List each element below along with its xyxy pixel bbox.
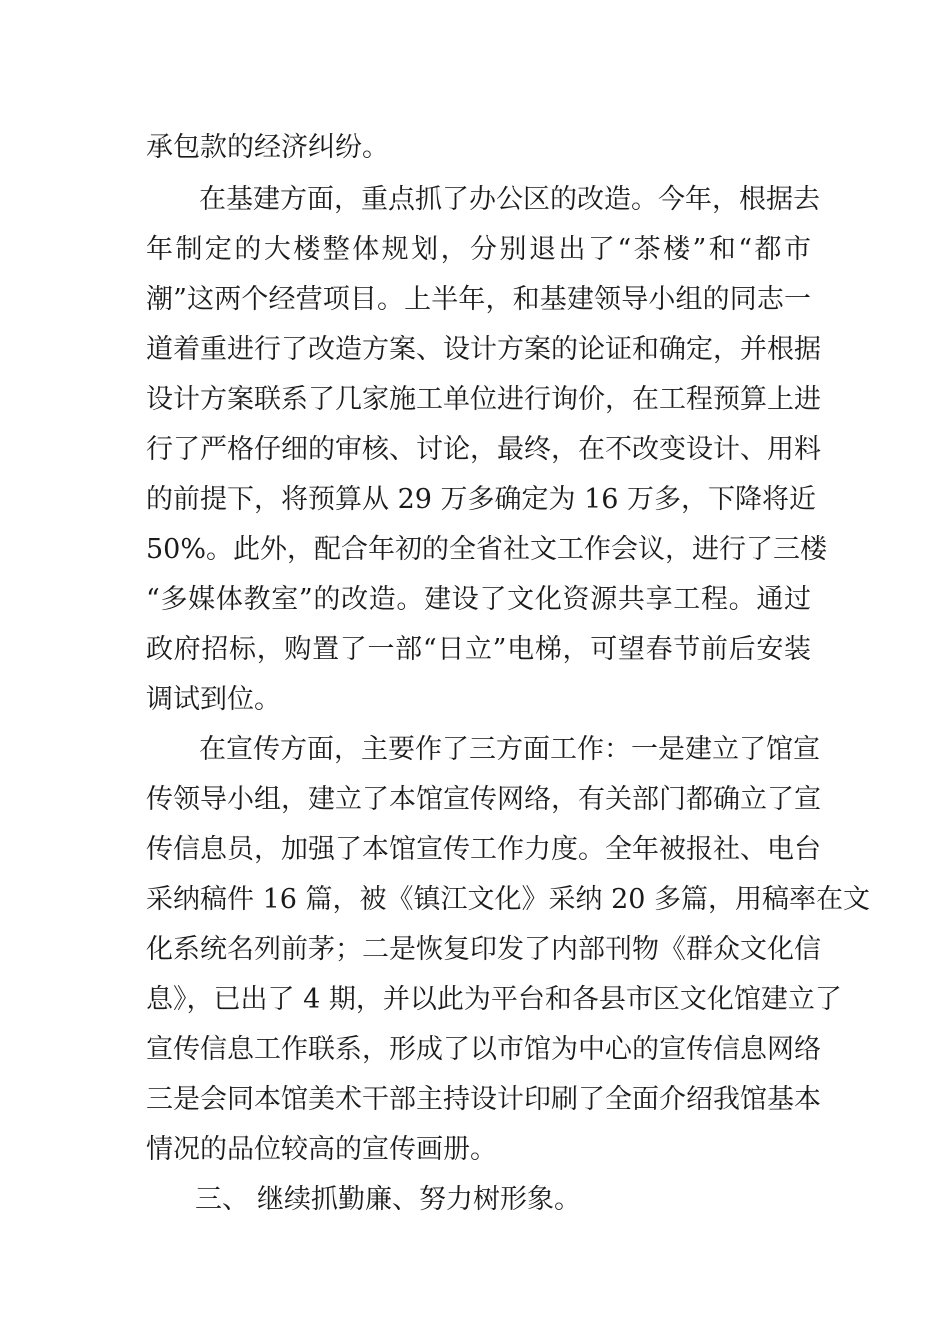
- paragraph-line: 设计方案联系了几家施工单位进行询价，在工程预算上进: [146, 384, 821, 415]
- paragraph-line: 年制定的大楼整体规划，分别退出了“茶楼”和“都市: [146, 234, 811, 265]
- paragraph-line: 在基建方面，重点抓了办公区的改造。今年，根据去: [199, 184, 820, 215]
- paragraph-line: “多媒体教室”的改造。建设了文化资源共享工程。通过: [146, 584, 811, 615]
- paragraph-line: 道着重进行了改造方案、设计方案的论证和确定，并根据: [146, 334, 821, 365]
- paragraph-line: 宣传信息工作联系，形成了以市馆为中心的宣传信息网络: [146, 1034, 821, 1065]
- paragraph-line: 潮”这两个经营项目。上半年，和基建领导小组的同志一: [146, 284, 811, 315]
- paragraph-line: 政府招标，购置了一部“日立”电梯，可望春节前后安装: [146, 634, 811, 665]
- paragraph-line: 行了严格仔细的审核、讨论，最终，在不改变设计、用料: [146, 434, 821, 465]
- paragraph-line: 情况的品位较高的宣传画册。: [146, 1134, 497, 1165]
- paragraph-line: 调试到位。: [146, 684, 281, 715]
- section-number: 三、: [195, 1184, 249, 1215]
- paragraph-line: 50%。此外，配合年初的全省社文工作会议，进行了三楼: [146, 534, 828, 565]
- section-title: 继续抓勤廉、努力树形象。: [257, 1184, 581, 1215]
- paragraph-line: 在宣传方面，主要作了三方面工作：一是建立了馆宣: [199, 734, 820, 765]
- paragraph-line: 化系统名列前茅；二是恢复印发了内部刊物《群众文化信: [146, 934, 821, 965]
- paragraph-line: 传信息员，加强了本馆宣传工作力度。全年被报社、电台: [146, 834, 821, 865]
- paragraph-line: 三是会同本馆美术干部主持设计印刷了全面介绍我馆基本: [146, 1084, 821, 1115]
- paragraph-line: 承包款的经济纠纷。: [146, 132, 389, 163]
- section-heading: [195, 1183, 581, 1217]
- paragraph-line: 采纳稿件 16 篇，被《镇江文化》采纳 20 多篇，用稿率在文: [146, 884, 871, 915]
- paragraph-line: 的前提下，将预算从 29 万多确定为 16 万多，下降将近: [146, 484, 817, 515]
- paragraph-line: 传领导小组，建立了本馆宣传网络，有关部门都确立了宣: [146, 784, 821, 815]
- paragraph-line: 息》，已出了 4 期，并以此为平台和各县市区文化馆建立了: [146, 984, 842, 1015]
